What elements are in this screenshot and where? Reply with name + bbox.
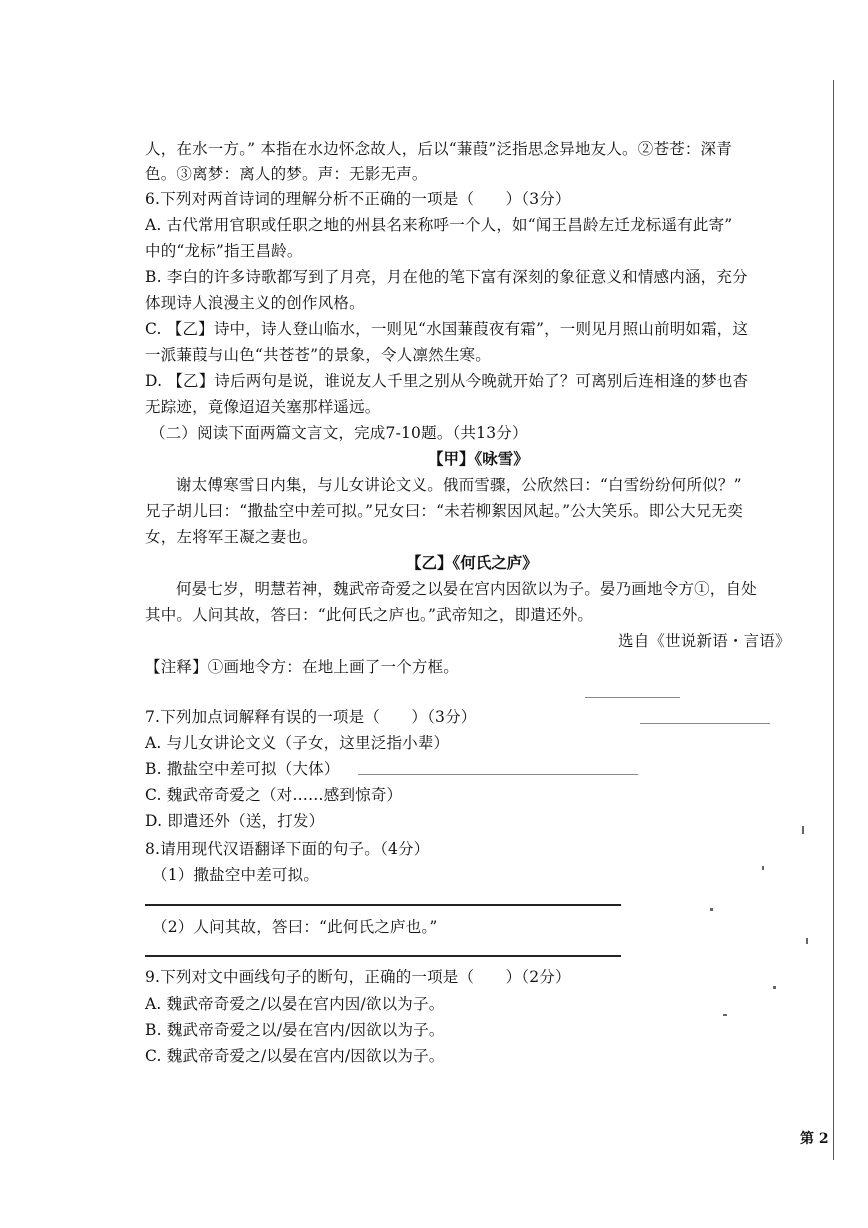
- passage-a-line-3: 女，左将军王凝之妻也。: [145, 528, 318, 546]
- question-6-stem: 6.下列对两首诗词的理解分析不正确的一项是（ ）（3分）: [145, 190, 571, 208]
- q6-option-b-line-2: 体现诗人浪漫主义的创作风格。: [145, 294, 365, 312]
- q7-option-b: B. 撒盐空中差可拟（大体）: [145, 760, 340, 778]
- section-2-heading: （二）阅读下面两篇文言文，完成7-10题。（共13分）: [150, 424, 528, 442]
- passage-a-line-1: 谢太傅寒雪日内集，与儿女讲论文义。俄而雪骤，公欣然曰：“白雪纷纷何所似？”: [176, 476, 742, 494]
- q9-option-b: B. 魏武帝奇爱之以/晏在宫内/因欲以为子。: [145, 1021, 445, 1039]
- question-9-stem: 9.下列对文中画线句子的断句，正确的一项是（ ）（2分）: [145, 968, 571, 986]
- page-edge: [833, 80, 834, 1160]
- scan-speck: [773, 986, 776, 989]
- q6-option-c-line-2: 一派蒹葭与山色“共苍苍”的景象，令人凛然生寒。: [145, 346, 491, 364]
- q6-option-c-line-1: C. 【乙】诗中，诗人登山临水，一则见“水国蒹葭夜有霜”，一则见月照山前明如霜，这: [145, 320, 749, 338]
- q9-option-c: C. 魏武帝奇爱之/以晏在宫内/因欲以为子。: [145, 1047, 445, 1065]
- q6-option-d-line-1: D. 【乙】诗后两句是说，谁说友人千里之别从今晚就开始了？可离别后连相逢的梦也杳: [145, 372, 749, 390]
- q6-option-a-line-2: 中的“龙标”指王昌龄。: [145, 242, 303, 260]
- question-8-stem: 8.请用现代汉语翻译下面的句子。（4分）: [145, 840, 430, 858]
- scan-speck: [710, 908, 713, 911]
- q9-option-a: A. 魏武帝奇爱之/以晏在宫内因/欲以为子。: [145, 995, 445, 1013]
- passage-b-line-1: 何晏七岁，明慧若神，魏武帝奇爱之以晏在宫内因欲以为子。晏乃画地令方①，自处: [176, 580, 757, 598]
- passage-a-title: 【甲】《咏雪》: [428, 449, 529, 468]
- question-7-stem: 7.下列加点词解释有误的一项是（ ）（3分）: [145, 708, 477, 726]
- q8-item-2: （2）人问其故，答曰：“此何氏之庐也。”: [152, 918, 438, 936]
- passage-b-line-2: 其中。人问其故，答曰：“此何氏之庐也。”武帝知之，即遣还外。: [145, 606, 594, 624]
- passage-a-line-2: 兄子胡儿曰：“撒盐空中差可拟。”兄女曰：“未若柳絮因风起。”公大笑乐。即公大兄无奕: [145, 502, 743, 520]
- q6-option-a-line-1: A. 古代常用官职或任职之地的州县名来称呼一个人，如“闻王昌龄左迁龙标遥有此寄”: [145, 216, 733, 234]
- q7-option-a: A. 与儿女讲论文义（子女，这里泛指小辈）: [145, 734, 450, 752]
- q7-option-d: D. 即遣还外（送，打发）: [145, 812, 325, 830]
- page-number: 第 2: [800, 1131, 829, 1147]
- passage-b-title: 【乙】《何氏之庐》: [406, 553, 538, 572]
- q6-option-b-line-1: B. 李白的许多诗歌都写到了月亮，月在他的笔下富有深刻的象征意义和情感内涵，充分: [145, 268, 748, 286]
- q6-option-d-line-2: 无踪迹，竟像迢迢关塞那样遥远。: [145, 398, 381, 416]
- scan-speck: [802, 826, 804, 834]
- scan-speck: [723, 1014, 727, 1016]
- scan-mark: [640, 723, 770, 724]
- q8-item-1: （1）撒盐空中差可拟。: [152, 866, 320, 884]
- footnote-line-2: 色。③离梦：离人的梦。声：无影无声。: [145, 165, 428, 183]
- scan-speck: [806, 938, 808, 944]
- passage-source: 选自《世说新语・言语》: [618, 632, 791, 650]
- answer-line: [145, 904, 621, 906]
- scan-mark: [358, 774, 638, 775]
- passage-note: 【注释】①画地令方：在地上画了一个方框。: [145, 658, 460, 676]
- footnote-line-1: 人，在水一方。” 本指在水边怀念故人，后以“蒹葭”泛指思念异地友人。②苍苍：深青: [145, 140, 732, 158]
- q7-option-c: C. 魏武帝奇爱之（对……感到惊奇）: [145, 786, 403, 804]
- scan-speck: [762, 866, 764, 870]
- answer-line: [145, 955, 621, 957]
- scan-mark: [585, 697, 680, 698]
